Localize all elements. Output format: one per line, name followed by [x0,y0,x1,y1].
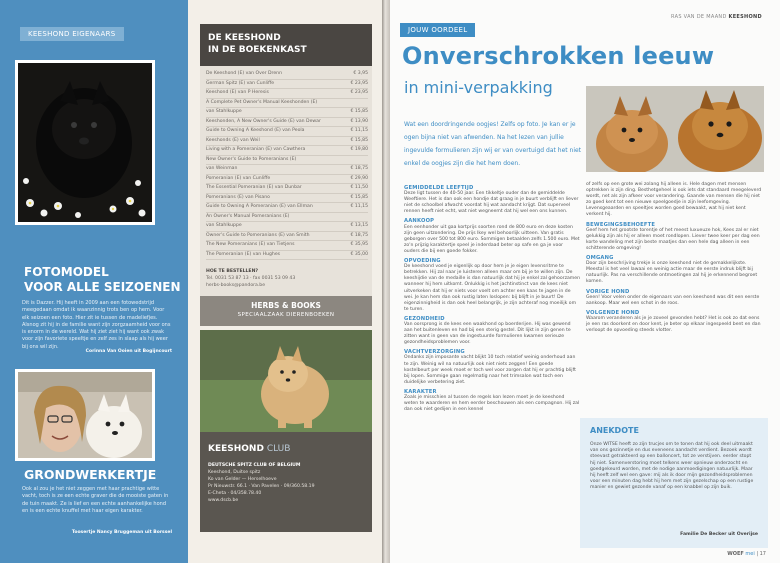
book-title: Keeshond (E) van P Heresis [206,90,269,95]
book-title: van Stahlkuppe [206,109,242,114]
grond-credit: Toosertje Nancy Bruggeman uit Borssel [71,530,172,535]
grond-title: GRONDWERKERTJE [24,467,157,482]
book-price: € 11,50 [350,185,368,190]
black-dog-photo [15,60,155,225]
model-title-line2: VOOR ALLE SEIZOENEN [24,280,181,294]
book-title: German Spitz (E) van Cunliffe [206,80,275,86]
book-list [206,70,368,260]
club-title-bold: KEESHOND [208,444,264,454]
section-heading: OMGANG [586,255,614,262]
order-heading: HOE TE BESTELLEN? [206,269,259,274]
section-body: Zoals je misschien al tussen de regels kon lezen moet je de keeshond weten te waarderen en hem eerder beschouwen als een compagnon. Hij zal dan ook niet gedijen in een kennel [404,395,580,413]
model-text: Dit is Dazzer. Hij heeft in 2009 aan een fotowedstrijd meegedaan omdat ik waanzinnig trots ben op hem. Voor elk seizoen een foto. Hier zit ie tussen de madeliefjes. Alsnog zit hij in de familie want zijn zorgzaamheid voor ons is enorm in de wereld. Wat hij ziet ziet hij want ook zwak voor zijn favoriete speeltje en zelf zes in slaap als hij weer bij ons wil zijn. [22,300,171,350]
club-line: DEUTSCHE SPITZ CLUB OF BELGIUM [208,463,301,468]
book-row [206,203,368,213]
section-tag: JOUW OORDEEL [400,23,475,37]
footer-brand: WOEF [727,551,744,557]
book-price: € 23,95 [350,80,368,86]
section-body: Een eenhonder uit gaa kortprijs soorten rond de 800 euro en deze kosten zijn geen uitzondering. De prijs lkey wel behoorlijk uitteen. Van gratis geborgen over 500 tot 800 euro. Sommigen betaalden zelfs 1.500 euro. Met zo'n prijzig karaktertje speel je inderdaad beter op safe en ga je voor ouders die bij een goede fokker. [404,224,580,254]
book-row [206,194,368,204]
book-title: A Complete Pet Owner's Manual Keeshonden (E) [206,99,318,105]
section-heading: VOLGENDE HOND [586,309,640,316]
book-title: Guide to Owning A Pomeranian (E) van Ellman [206,204,313,209]
club-line: Keeshond, Duitse spitz [208,470,261,475]
section-heading: VACHTVERZORGING [404,349,465,356]
book-price: € 15,85 [350,109,368,114]
page-footer: WOEF mei | 17 [727,551,766,557]
shop-name: HERBS & BOOKS [251,301,321,310]
book-row [206,213,368,223]
book-title: Keeshonden, A New Owner's Guide (E) van Dewar [206,118,321,124]
two-pomeranians-photo [586,86,764,172]
anecdote-title: ANEKDOTE [590,426,639,435]
book-row [206,127,368,137]
footer-page-number: 17 [759,551,766,557]
order-info [206,268,368,289]
page-gutter [382,0,390,563]
book-row [206,118,368,128]
section-heading: BEWEGINGSBEHOEFTE [586,221,656,228]
book-row [206,89,368,99]
book-title: Pomeranian (E) van Cunliffe [206,175,271,181]
article-title: Onverschrokken leeuw [402,42,715,70]
footer-issue: mei [745,551,755,557]
book-row [206,165,368,175]
book-row [206,137,368,147]
club-line[interactable]: www.dscb.be [208,498,239,503]
book-price: € 23,95 [350,90,368,95]
book-row [206,241,368,251]
book-heading-line1: DE KEESHOND [208,33,281,43]
anecdote-credit: Familie De Becker uit Overijse [680,532,758,537]
book-price: € 3,95 [353,71,368,76]
book-price: € 18,75 [350,166,368,171]
book-price: € 18,75 [350,232,368,238]
shop-subtitle: SPECIAALZAAK DIERENBOEKEN [237,312,335,318]
section-body: Geef hem het grootste torentje of het meest luxueuze hok, Kees zal er niet gelukkig zijn als hij er alleen moet rondlopen. Liever twee keer per dag een korte wandeling met zijn beste maatjes dan een hele dag alleen in een schitterende omgeving! [586,227,760,251]
anecdote-box [580,418,768,548]
book-title: Living with a Pomeranian (E) van Cawthera [206,147,306,152]
club-line: Pr Nieuwstr. 66.1 · Van Pavelen · 09/360.58.19 [208,484,315,489]
book-row [206,156,368,166]
book-heading-line2: IN DE BOEKENKAST [208,45,307,55]
section-heading: GEZONDHEID [404,315,445,322]
book-title: The New Pomeranians (E) van Tietjens [206,242,295,247]
section-heading: VORIGE HOND [586,288,630,295]
club-line: Ko van Gelder — Herselhoeve [208,477,277,482]
book-row [206,146,368,156]
grond-text: Ook al zou je het niet zeggen met haar prachtige witte vacht, toch is ze een echte graver die de mooiste gaten in de tuin maakt. Ze is lief en een echte aanhankelijke hond en is een echte knuffel met haar eigen karakter. [22,486,169,514]
book-title: The Essential Pomeranian (E) van Dunbar [206,185,302,190]
right-page [390,0,780,563]
book-price: € 11,15 [350,128,368,133]
book-title: New Owner's Guide to Pomeranians (E) [206,156,297,162]
book-row [206,108,368,118]
book-title: An Owner's Manual Pomeranians (E) [206,213,290,219]
article-subtitle: in mini-verpakking [404,78,553,97]
book-title: Owner's Guide to Pomeranians (E) van Smith [206,232,310,238]
article-intro: Wat een doordringende oogjes! Zelfs op foto. Je kan er je ogen bijna niet van afwenden. Na het lezen van jullie ingevulde formulieren zijn wij er van overtuigd dat het niet enkel de oogjes zijn die het hem doen. [404,121,582,167]
anecdote-text: Onze WITSE heeft zo zijn trucjes om te tonen dat hij ook deel uitmaakt van ons gezinnetje en dus eveneens aandacht verdient. Bezoek wordt steevast getrakteerd op een balloncert, tot ze verstijven. eerder stopt hij niet. Samenverstoring moet telkens weer opnieuw onderzocht en goedgekeurd worden, met de nodige aanmoedigingen natuurlijk. Maar hij heeft zelf wel een gave: mij als ik door mijn gezondheidsproblemen voor een minuten dag hebt hij hem met zijn gezelschap op een rustige manier en gewiet gezonde vanaf op een knabbel op zijn buik. [590,442,754,491]
book-price: € 35,00 [350,251,368,257]
book-price: € 15,85 [350,137,368,143]
section-body: Geen! Voor velen onder de eigenaars van een keeshond was dit een eerste aankoop. Maar wel een schot in de roos. [586,294,760,306]
order-email[interactable]: herbs-books@pandora.be [206,283,266,288]
book-row [206,184,368,194]
book-title: van Stahlkuppe [206,223,242,228]
book-price: € 13,90 [350,118,368,124]
book-title: De Keeshond (E) van Over Drenn [206,71,282,76]
owners-tag: KEESHOND EIGENAARS [20,27,124,41]
left-page [0,0,382,563]
club-title [208,444,290,454]
book-list-heading [200,24,372,66]
book-title: Keeshonds (E) van Weil [206,137,260,143]
book-title: van Weinman [206,166,238,171]
order-phone: Tel. 0031 53 87 13 · fax 0031 53 09 43 [206,276,296,281]
section-heading: GEMIDDELDE LEEFTIJD [404,185,474,191]
section-body: Deze ligt tussen de 40-50 jaar. Een tikkeltje ouder dan de gemiddelde Weeftiere. Het is dan ook een hondje dat graag in je buurt verblijft en liever niet de schoolbel afwacht voordat hij wat aandacht krijgt. Dat superveel rennen heeft niet echt, wat niet wegneemt dat hij wel een ons kunnen. [404,191,579,215]
book-price: € 35,95 [350,242,368,247]
pomeranian-grass-photo [200,330,372,432]
section-body: Waarom veranderen als je je zoveel gevonden hebt? Het is ook zo dat eens je een ras doorkent en door kent, je beter op elkaar ingespeeld bent en dan verloopt de opvoeding steeds vlotter. [586,315,761,334]
book-row [206,80,368,90]
header-prefix: RAS VAN DE MAAND [671,14,727,20]
book-price: € 29,90 [350,175,368,181]
section-body: De keeshond voed je eigenlijk op door hem je je eigen levensritme te betrekken. Hij zal naar je luisteren alleen maar om bij je te willen zijn. De keeshijdie van de medaille is dan natuurlijk dat hij je enkel zal gehoorzamen wanneer hij hem uitkomt. Onlukkig is het jachtinstinct van de kees niet uitverkeken dat hij er niets voor voelt om achter een kaas te jagen in de wei. Je kan hem dan ook rustig laten loslopen: bij blijft in je buurt! De eigenzinnigheid is dan ook heel belangrijk, je zijn achteraf nog moeilijk om te turen. [404,264,581,312]
woman-dog-photo [15,369,155,461]
club-title-light: CLUB [266,444,291,454]
book-row [206,70,368,80]
section-body: Door zijn beschrijving trekje is onze keeshond niet de gemakkelijkste. Meestal is het veel lawaai en weinig actie maar de eerste indruk blijft bij natuurlijk. Pas na verschillende ontmoetingen zal hij je erkennend begroet komen. [586,261,758,285]
header-bold: KEESHOND [728,14,762,20]
section-heading: AANKOOP [404,218,435,225]
book-row [206,222,368,232]
section-heading: KARAKTER [404,388,437,395]
article-column-1 [404,182,580,413]
book-title: Guide to Owning A Keeshond (E) van Peola [206,128,305,133]
shop-banner [200,296,372,326]
article-column-2 [586,182,764,334]
page-header-right [671,14,762,20]
section-body: Ondanks zijn imposante vacht blijkt 10 toch relatief weinig onderhoud aan te zijn. Weinig wil na natuurlijk ook niet niets zeggen! Een goede kostelbeurt per week moet er toch wel voor zorgen dat hij er prachtig blijft bij lopen. Sommige gaan regelmatig naar het trimsalon wat toch een duidelijke verbetering ziet. [404,355,576,385]
book-row [206,99,368,109]
book-row [206,232,368,242]
book-row [206,175,368,185]
club-line: E-Cheta · 04/358.78.40 [208,491,262,496]
model-title-line1: FOTOMODEL [24,265,109,279]
book-title: The Pomeranian (E) van Hughes [206,251,281,257]
club-box [200,432,372,532]
book-title: Pomeranians (E) van Pisano [206,194,270,200]
model-credit: Corinna Van Ooien uit Bogijncourt [85,349,172,354]
book-price: € 13,15 [350,223,368,228]
book-price: € 15,85 [350,194,368,200]
book-row [206,251,368,261]
section-body: of zelfs op een grote wei zolang hij alleen is. Hele dagen met mensen optrekken is zijn ding. Besthetgeheel is ook iets dat standaard meegeleverd wordt, net als zijn afkeer voor verandering. Gaande van mensen die hij niet zo goed kent tot een nieuwe speelgoedje in zijn leefomgeving. Levensgeaarden en speeltjes worden goed bewaakt, wat hij niet kent verkent hij. [586,182,762,218]
section-body: Van oorsprong is de kees een waakhond op boerderijen. Hij was gewend aan het buitenleven en had bij een sterig gestel. Dit lijkt in zijn genen te zitten want in geen van de ingestuurde formulieren kwamen serieuze gezondheidsproblemen voor. [404,321,571,346]
section-heading: OPVOEDING [404,258,441,265]
book-price: € 19,80 [350,147,368,152]
book-price: € 11,15 [350,204,368,209]
club-details [208,462,368,504]
